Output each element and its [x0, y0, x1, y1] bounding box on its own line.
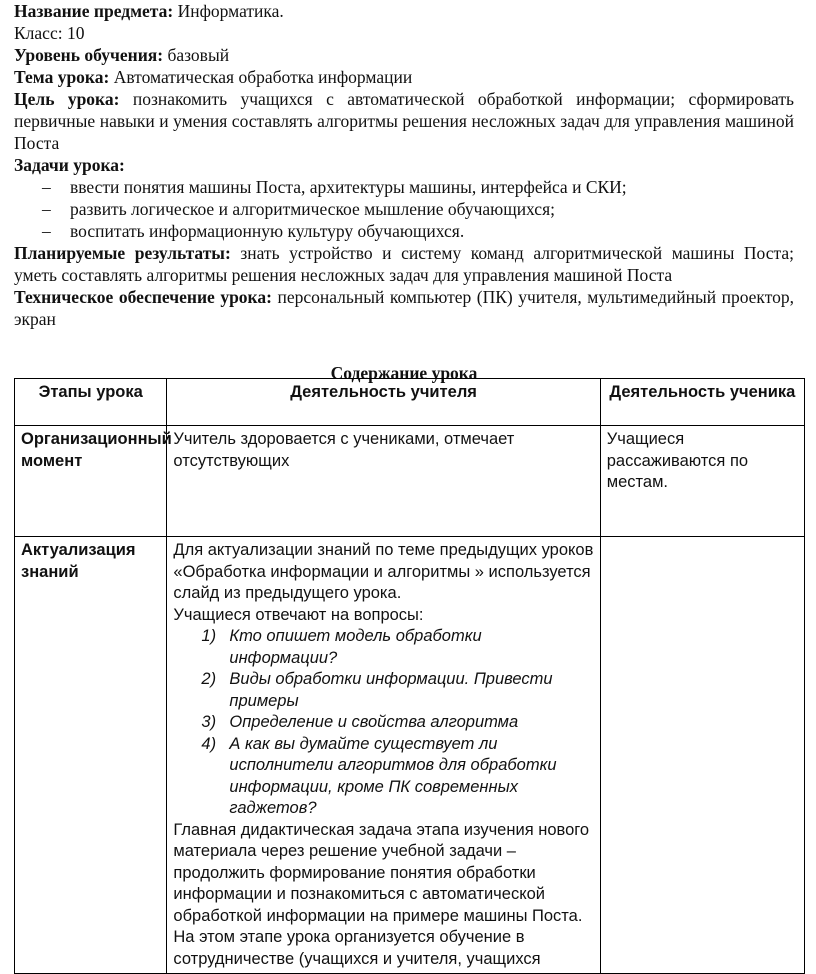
level-label: Уровень обучения:	[14, 45, 164, 65]
question-number: 2)	[201, 670, 217, 688]
goal-label: Цель урока:	[14, 89, 120, 109]
question-number: 1)	[201, 627, 217, 645]
results-paragraph	[14, 242, 794, 286]
student-cell	[600, 537, 804, 974]
level-value: базовый	[167, 45, 230, 65]
question-number: 3)	[201, 713, 217, 731]
teacher-intro: Для актуализации знаний по теме предыдущих уроков «Обработка информации и алгоритмы » используется слайд из предыдущего урока.	[173, 541, 594, 602]
question-text: А как вы думайте существует ли исполнители алгоритмов для обработки информации, кроме ПК современных гаджетов?	[229, 734, 557, 817]
stage-cell: Организационный момент	[15, 426, 167, 537]
equipment-value: персональный компьютер (ПК) учителя, мультимедийный проектор, экран	[14, 287, 794, 329]
header-stage: Этапы урока	[15, 379, 167, 426]
question-item	[173, 712, 593, 734]
topic-value: Автоматическая обработка информации	[113, 67, 413, 87]
task-item	[14, 220, 794, 242]
questions-list	[173, 626, 593, 820]
stage-cell: Актуализация знаний	[15, 537, 167, 974]
results-label: Планируемые результаты:	[14, 243, 231, 263]
class-line: Класс: 10	[14, 23, 85, 43]
results-value: знать устройство и систему команд алгоритмической машины Поста; уметь составлять алгоритмы решения несложных задач для управления машиной Поста	[14, 243, 795, 285]
task-item	[14, 198, 794, 220]
question-text: Определение и свойства алгоритма	[229, 713, 519, 731]
level-line	[14, 44, 794, 66]
content-title: Содержание урока	[330, 363, 478, 383]
question-text: Виды обработки информации. Привести примеры	[229, 670, 553, 710]
question-item	[173, 669, 593, 712]
task-item	[14, 176, 794, 198]
question-text: Кто опишет модель обработки информации?	[229, 627, 482, 667]
table-row	[15, 537, 805, 974]
task-text: ввести понятия машины Поста, архитектуры машины, интерфейса и СКИ;	[70, 177, 627, 197]
lesson-content-table	[14, 378, 805, 974]
subject-line	[14, 0, 794, 22]
teacher-questions-intro: Учащиеся отвечают на вопросы:	[173, 605, 424, 624]
question-item	[173, 626, 593, 669]
dash-marker: –	[42, 221, 51, 241]
table-row	[15, 426, 805, 537]
header-student: Деятельность ученика	[600, 379, 804, 426]
tasks-list	[14, 176, 794, 242]
teacher-cell: Учитель здоровается с учениками, отмечает отсутствующих	[167, 426, 600, 537]
dash-marker: –	[42, 199, 51, 219]
task-text: развить логическое и алгоритмическое мышление обучающихся;	[70, 199, 555, 219]
equipment-label: Техническое обеспечение урока:	[14, 287, 272, 307]
goal-value: познакомить учащихся с автоматической обработкой информации; сформировать первичные навыки и умения составлять алгоритмы решения несложных задач для управления машиной Поста	[14, 89, 795, 153]
student-cell: Учащиеся рассаживаются по местам.	[600, 426, 804, 537]
subject-value: Информатика.	[177, 1, 284, 21]
subject-label: Название предмета:	[14, 1, 174, 21]
question-number: 4)	[201, 734, 217, 753]
teacher-cell	[167, 537, 600, 974]
goal-paragraph	[14, 88, 794, 154]
topic-label: Тема урока:	[14, 67, 110, 87]
task-text: воспитать информационную культуру обучающихся.	[70, 221, 465, 241]
teacher-outro: Главная дидактическая задача этапа изучения нового материала через решение учебной задачи – продолжить формирование понятия обработки информации и познакомиться с автоматической обработкой информации на примере машины Поста. На этом этапе урока организуется обучение в сотрудничестве (учащихся и учителя, учащихся	[173, 820, 590, 968]
topic-line	[14, 66, 794, 88]
tasks-heading: Задачи урока:	[14, 155, 125, 175]
tasks-label	[14, 154, 794, 176]
dash-marker: –	[42, 177, 51, 197]
table-header-row	[15, 379, 805, 426]
question-item	[173, 734, 593, 820]
lesson-plan-header	[14, 0, 794, 402]
header-teacher: Деятельность учителя	[167, 379, 600, 426]
equipment-paragraph	[14, 286, 794, 330]
